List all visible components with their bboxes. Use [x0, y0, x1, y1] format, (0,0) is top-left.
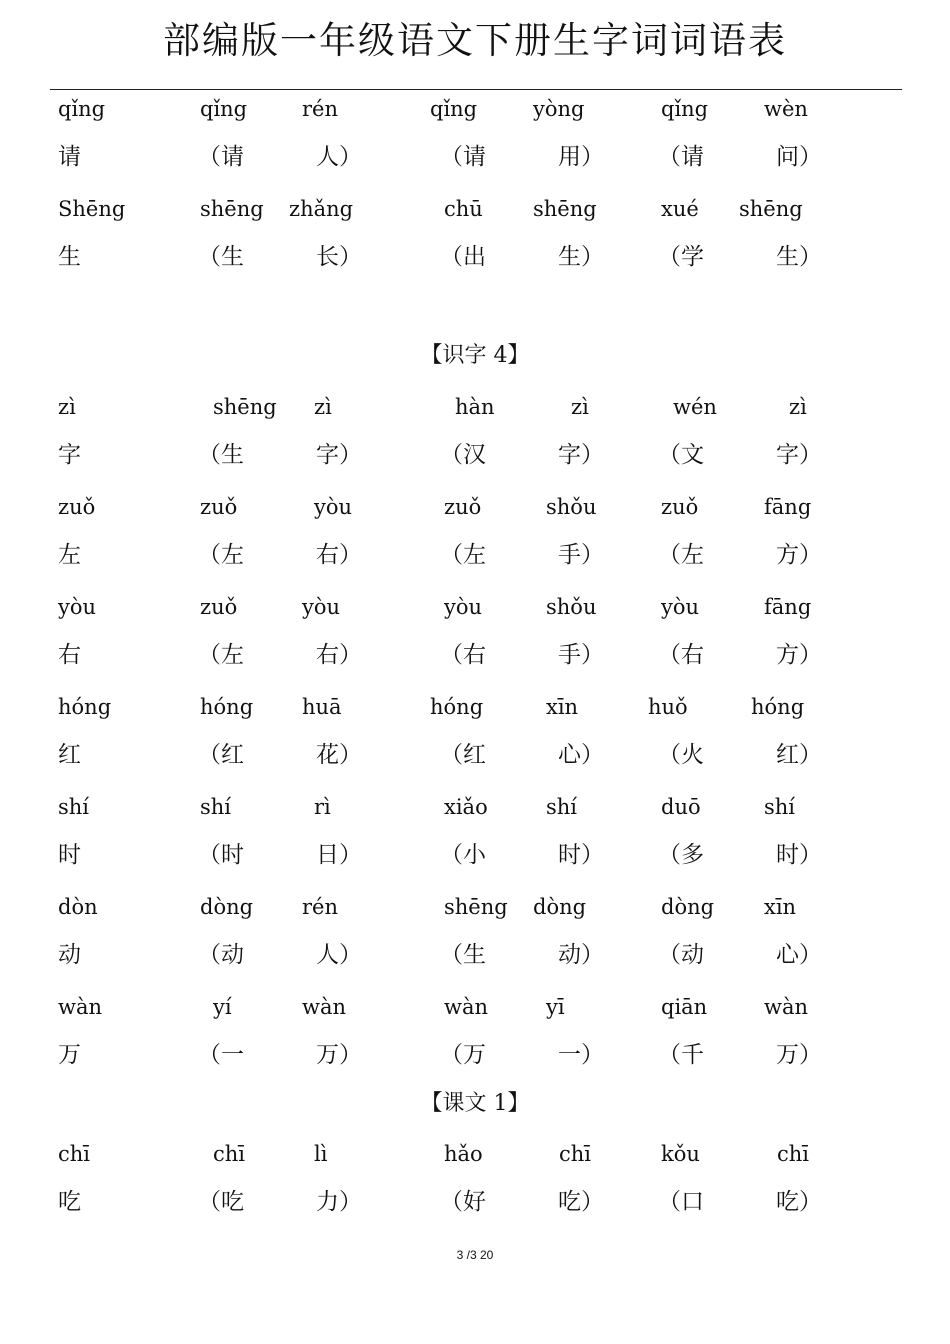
word-part: （左: [658, 542, 704, 568]
word-pinyin: kǒu: [661, 1142, 700, 1166]
word-pinyin: shēng: [533, 197, 597, 221]
word-pinyin: fāng: [764, 595, 812, 619]
hanzi-row: [0, 440, 950, 470]
word-part: （出: [440, 244, 486, 270]
word-pinyin: shí: [764, 795, 796, 819]
character-pinyin: qǐng: [58, 97, 106, 121]
word-part: 用）: [558, 144, 604, 170]
word-pinyin: yī: [546, 995, 565, 1019]
word-pinyin: zuǒ: [661, 495, 699, 519]
character: 右: [58, 642, 81, 668]
pinyin-row: [0, 692, 950, 722]
hanzi-row: [0, 740, 950, 770]
word-part: （请: [440, 144, 486, 170]
hanzi-row: [0, 840, 950, 870]
word-part: 方）: [776, 642, 822, 668]
word-part: （动: [658, 942, 704, 968]
word-part: 心）: [776, 942, 822, 968]
title-divider: [50, 89, 902, 90]
hanzi-row: [0, 640, 950, 670]
word-pinyin: yòng: [533, 97, 585, 121]
word-pinyin: qǐng: [430, 97, 478, 121]
word-part: 动）: [558, 942, 604, 968]
word-pinyin: shēng: [200, 197, 264, 221]
word-pinyin: zuǒ: [200, 495, 238, 519]
word-part: 字）: [316, 442, 362, 468]
pinyin-row: [0, 194, 950, 224]
word-pinyin: wàn: [764, 995, 809, 1019]
word-part: 日）: [316, 842, 362, 868]
word-pinyin: zì: [314, 395, 332, 419]
word-part: 时）: [776, 842, 822, 868]
word-part: 心）: [558, 742, 604, 768]
word-part: （汉: [440, 442, 486, 468]
pinyin-row: [0, 892, 950, 922]
word-pinyin: huǒ: [648, 695, 688, 719]
word-part: 右）: [316, 542, 362, 568]
word-part: 一）: [558, 1042, 604, 1068]
word-part: （一: [198, 1042, 244, 1068]
word-pinyin: shǒu: [546, 495, 597, 519]
word-part: 生）: [776, 244, 822, 270]
word-pinyin: yòu: [444, 595, 483, 619]
word-part: （好: [440, 1189, 486, 1215]
character-pinyin: hóng: [58, 695, 112, 719]
word-pinyin: lì: [314, 1142, 328, 1166]
character: 红: [58, 742, 81, 768]
word-part: （左: [440, 542, 486, 568]
word-pinyin: zuǒ: [444, 495, 482, 519]
word-part: （多: [658, 842, 704, 868]
word-pinyin: zuǒ: [200, 595, 238, 619]
word-pinyin: hóng: [751, 695, 805, 719]
word-pinyin: shí: [546, 795, 578, 819]
word-part: 万）: [776, 1042, 822, 1068]
word-part: 人）: [316, 144, 362, 170]
word-part: 时）: [558, 842, 604, 868]
word-part: （小: [440, 842, 486, 868]
character-pinyin: zuǒ: [58, 495, 96, 519]
word-pinyin: qiān: [661, 995, 708, 1019]
word-part: （请: [658, 144, 704, 170]
word-pinyin: wàn: [444, 995, 489, 1019]
word-pinyin: wén: [673, 395, 717, 419]
word-part: （左: [198, 542, 244, 568]
hanzi-row: [0, 142, 950, 172]
word-pinyin: yòu: [314, 495, 353, 519]
word-part: （右: [658, 642, 704, 668]
word-part: （时: [198, 842, 244, 868]
word-pinyin: wèn: [764, 97, 808, 121]
word-pinyin: yí: [213, 995, 232, 1019]
character: 吃: [58, 1189, 81, 1215]
pinyin-row: [0, 392, 950, 422]
pinyin-row: [0, 492, 950, 522]
word-pinyin: chū: [444, 197, 483, 221]
word-part: （文: [658, 442, 704, 468]
word-part: （红: [440, 742, 486, 768]
page-number: 3 /3 20: [456, 1248, 494, 1262]
word-part: （生: [440, 942, 486, 968]
word-pinyin: hàn: [455, 395, 495, 419]
word-part: 问）: [776, 144, 822, 170]
word-pinyin: duō: [661, 795, 701, 819]
word-pinyin: shēng: [213, 395, 277, 419]
word-part: （千: [658, 1042, 704, 1068]
word-part: 生）: [558, 244, 604, 270]
pinyin-row: [0, 592, 950, 622]
word-part: （请: [198, 144, 244, 170]
character-pinyin: yòu: [58, 595, 97, 619]
character: 左: [58, 542, 81, 568]
word-pinyin: hóng: [200, 695, 254, 719]
word-part: 花）: [316, 742, 362, 768]
character-pinyin: Shēng: [58, 197, 126, 221]
word-pinyin: rì: [314, 795, 331, 819]
character: 生: [58, 244, 81, 270]
hanzi-row: [0, 1187, 950, 1217]
word-pinyin: fāng: [764, 495, 812, 519]
character: 时: [58, 842, 81, 868]
pinyin-row: [0, 792, 950, 822]
word-pinyin: qǐng: [200, 97, 248, 121]
word-pinyin: xīn: [764, 895, 797, 919]
word-pinyin: rén: [302, 895, 338, 919]
word-pinyin: shǒu: [546, 595, 597, 619]
word-pinyin: xiǎo: [444, 795, 488, 819]
word-pinyin: qǐng: [661, 97, 709, 121]
word-pinyin: dòng: [661, 895, 715, 919]
word-part: 万）: [316, 1042, 362, 1068]
character-pinyin: shí: [58, 795, 90, 819]
word-pinyin: xué: [661, 197, 699, 221]
word-part: 字）: [558, 442, 604, 468]
word-part: （红: [198, 742, 244, 768]
word-pinyin: xīn: [546, 695, 579, 719]
word-part: （右: [440, 642, 486, 668]
page-title: 部编版一年级语文下册生字词词语表: [163, 19, 787, 62]
word-part: 人）: [316, 942, 362, 968]
word-pinyin: rén: [302, 97, 338, 121]
word-part: 手）: [558, 542, 604, 568]
character: 请: [58, 144, 81, 170]
word-part: （口: [658, 1189, 704, 1215]
hanzi-row: [0, 242, 950, 272]
word-part: 吃）: [776, 1189, 822, 1215]
word-part: 右）: [316, 642, 362, 668]
word-pinyin: hóng: [430, 695, 484, 719]
pinyin-row: [0, 94, 950, 124]
word-pinyin: yòu: [661, 595, 700, 619]
word-part: 力）: [316, 1189, 362, 1215]
word-pinyin: wàn: [302, 995, 347, 1019]
section-heading: 【课文 1】: [420, 1091, 530, 1116]
character-pinyin: dòn: [58, 895, 98, 919]
hanzi-row: [0, 940, 950, 970]
word-pinyin: hǎo: [444, 1142, 483, 1166]
word-pinyin: chī: [777, 1142, 810, 1166]
character-pinyin: wàn: [58, 995, 103, 1019]
word-pinyin: zì: [789, 395, 807, 419]
word-part: （左: [198, 642, 244, 668]
word-pinyin: chī: [559, 1142, 592, 1166]
character: 字: [58, 442, 81, 468]
word-part: （火: [658, 742, 704, 768]
pinyin-row: [0, 1139, 950, 1169]
hanzi-row: [0, 1040, 950, 1070]
character-pinyin: chī: [58, 1142, 91, 1166]
hanzi-row: [0, 540, 950, 570]
word-part: 长）: [316, 244, 362, 270]
word-part: （动: [198, 942, 244, 968]
word-pinyin: zì: [571, 395, 589, 419]
word-part: （生: [198, 442, 244, 468]
character: 动: [58, 942, 81, 968]
word-pinyin: dòng: [200, 895, 254, 919]
word-part: 手）: [558, 642, 604, 668]
word-part: 字）: [776, 442, 822, 468]
word-pinyin: shí: [200, 795, 232, 819]
word-part: （生: [198, 244, 244, 270]
word-pinyin: zhǎng: [289, 197, 354, 221]
word-part: （吃: [198, 1189, 244, 1215]
word-part: 方）: [776, 542, 822, 568]
character: 万: [58, 1042, 81, 1068]
pinyin-row: [0, 992, 950, 1022]
word-part: （万: [440, 1042, 486, 1068]
word-pinyin: yòu: [302, 595, 341, 619]
word-pinyin: huā: [302, 695, 342, 719]
section-heading: 【识字 4】: [420, 343, 530, 368]
word-pinyin: shēng: [739, 197, 803, 221]
word-pinyin: shēng: [444, 895, 508, 919]
word-pinyin: dòng: [533, 895, 587, 919]
character-pinyin: zì: [58, 395, 76, 419]
word-part: 红）: [776, 742, 822, 768]
word-part: （学: [658, 244, 704, 270]
word-pinyin: chī: [213, 1142, 246, 1166]
word-part: 吃）: [558, 1189, 604, 1215]
